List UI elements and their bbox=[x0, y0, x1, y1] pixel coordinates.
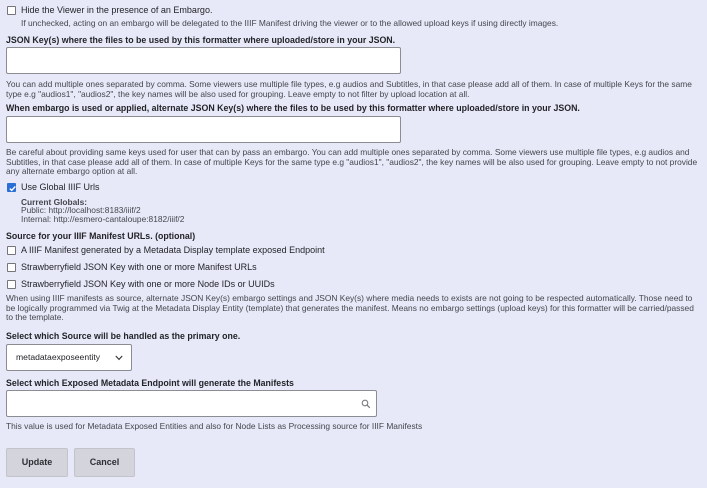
source-option-label: A IIIF Manifest generated by a Metadata Display template exposed Endpoint bbox=[21, 245, 325, 255]
source-option-metadata-display-checkbox[interactable] bbox=[7, 246, 16, 255]
checkmark-icon bbox=[8, 184, 17, 193]
hide-viewer-checkbox[interactable] bbox=[7, 6, 16, 15]
source-option-label: Strawberryfield JSON Key with one or more Node IDs or UUIDs bbox=[21, 279, 275, 289]
manifest-source-heading: Source for your IIIF Manifest URLs. (optional) bbox=[6, 231, 196, 241]
cancel-button[interactable]: Cancel bbox=[74, 448, 135, 477]
search-icon bbox=[361, 399, 371, 409]
source-option-node-ids-checkbox[interactable] bbox=[7, 280, 16, 289]
global-internal-url: Internal: http://esmero-cantaloupe:8182/iiif/2 bbox=[21, 214, 185, 224]
update-button[interactable]: Update bbox=[6, 448, 68, 477]
chevron-down-icon bbox=[115, 355, 123, 361]
hide-viewer-label: Hide the Viewer in the presence of an Embargo. bbox=[21, 5, 213, 15]
hide-viewer-description: If unchecked, acting on an embargo will be delegated to the IIIF Manifest driving the viewer or to the allowed upload keys if using directly images. bbox=[21, 18, 559, 28]
embargo-keys-label: When embargo is used or applied, alternate JSON Key(s) where the files to be used by this formatter where uploaded/store in your JSON. bbox=[6, 103, 580, 113]
json-keys-label: JSON Key(s) where the files to be used by this formatter where uploaded/store in your JSON. bbox=[6, 35, 396, 45]
embargo-keys-input[interactable] bbox=[6, 116, 401, 143]
global-public-url: Public: http://localhost:8183/iiif/2 bbox=[21, 205, 141, 215]
embargo-keys-description: Be careful about providing same keys used for user that can by pass an embargo. You can add multiple ones separated by comma. Some viewers use multiple file types, e.g audios and Subtitles, in that case please add all of them. In case of multiple Keys for the same type e.g "audios1", "audios2", the key names will be also used for grouping. Leave empty to not provide any alternate embargo option at all. bbox=[6, 147, 698, 177]
primary-source-selected-value: metadataexposeentity bbox=[16, 352, 101, 362]
use-global-iiif-checkbox[interactable] bbox=[7, 183, 16, 192]
endpoint-autocomplete-input[interactable] bbox=[6, 390, 377, 417]
use-global-iiif-label: Use Global IIIF Urls bbox=[21, 182, 100, 192]
current-globals-title: Current Globals: bbox=[21, 197, 88, 207]
manifest-source-description: When using IIIF manifests as source, alternate JSON Key(s) embargo settings and JSON Key(s) where media needs to exists are not going to be respected automatically. Those need to be logically programmed via Twig at the Metadata Display Entity (template) that generates the manifest. Means no embargo settings (upload keys) for this formatter will be carried/passed to the template. bbox=[6, 293, 694, 323]
endpoint-label: Select which Exposed Metadata Endpoint will generate the Manifests bbox=[6, 378, 294, 388]
source-option-label: Strawberryfield JSON Key with one or more Manifest URLs bbox=[21, 262, 257, 272]
json-keys-input[interactable] bbox=[6, 47, 401, 74]
primary-source-label: Select which Source will be handled as the primary one. bbox=[6, 331, 241, 341]
primary-source-select[interactable] bbox=[6, 344, 132, 371]
endpoint-description: This value is used for Metadata Exposed Entities and also for Node Lists as Processing source for IIIF Manifests bbox=[6, 421, 423, 431]
json-keys-description: You can add multiple ones separated by comma. Some viewers use multiple file types, e.g audios and Subtitles, in that case please add all of them. In case of multiple Keys for the same type e.g "audios1", "audios2", the key names will be also used for grouping. Leave empty to not filter by upload location at all. bbox=[6, 79, 692, 99]
source-option-manifest-urls-checkbox[interactable] bbox=[7, 263, 16, 272]
